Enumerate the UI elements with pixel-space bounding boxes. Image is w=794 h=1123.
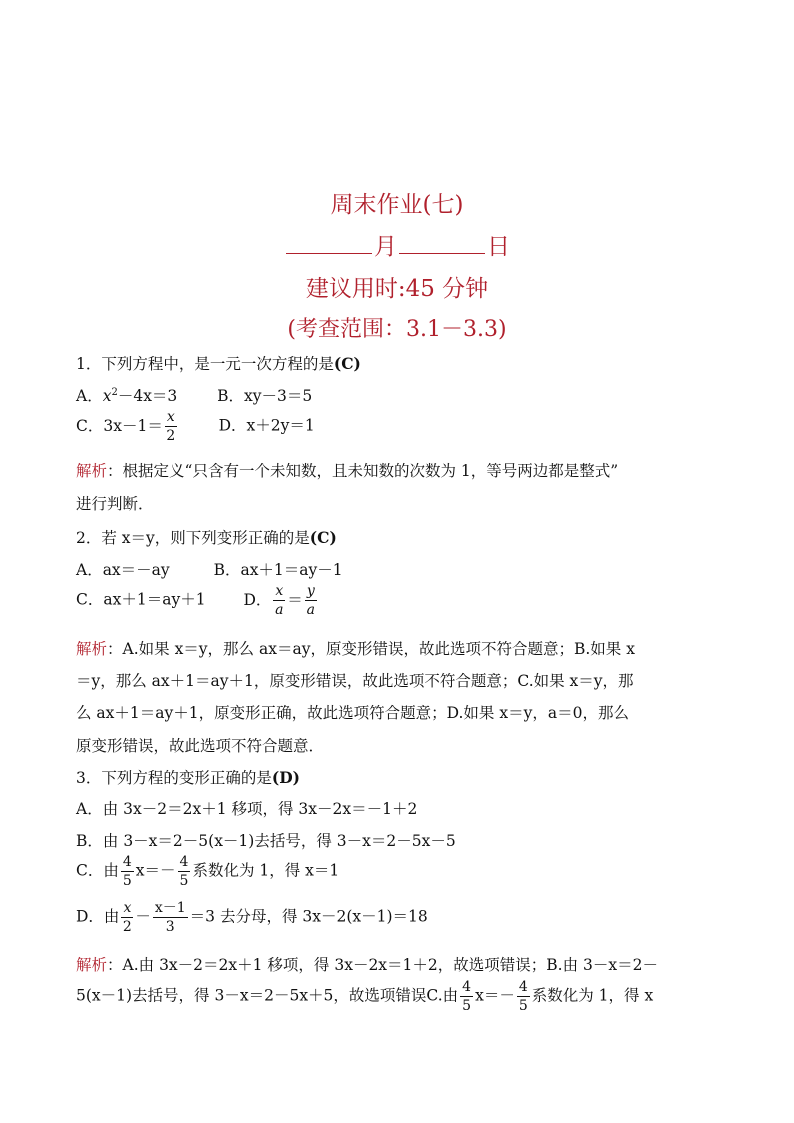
q3-d-prefix: D．由 xyxy=(76,907,120,926)
q3-option-b: B．由 3－x＝2－5(x－1)去括号，得 3－x＝2－5x－5 xyxy=(76,832,456,850)
q1-answer: (C) xyxy=(333,354,361,373)
q2-d-eq: ＝ xyxy=(287,590,303,609)
q2-d-prefix: D． xyxy=(243,590,272,609)
q1-analysis-line1 xyxy=(76,459,618,481)
q1-stem xyxy=(76,352,361,374)
q3-analysis-mid: x＝－ xyxy=(475,986,515,1005)
q3-analysis-den2: 5 xyxy=(518,998,528,1014)
q3-option-c xyxy=(76,855,339,888)
q3-c-den2: 5 xyxy=(179,873,189,889)
q2-analysis-line1 xyxy=(76,637,635,659)
q3-c-num2: 4 xyxy=(179,854,189,870)
q3-d-num2: x－1 xyxy=(154,900,186,916)
q1-a-prefix: A． xyxy=(76,387,103,405)
q3-analysis-post: 系数化为 1，得 x xyxy=(531,986,654,1005)
q3-analysis-line1 xyxy=(76,953,658,975)
q2-stem xyxy=(76,526,337,548)
q2-analysis-line4: 原变形错误，故此选项不符合题意． xyxy=(76,737,325,755)
q2-d-frac2 xyxy=(305,584,317,617)
q3-c-frac2 xyxy=(178,855,191,888)
q1-option-a: A．$x^2-4x=3$ xyxy=(76,386,178,405)
q3-c-mid: x＝－ xyxy=(135,861,176,880)
q1-option-c xyxy=(76,409,179,444)
q1-analysis-label: 解析 xyxy=(76,462,108,480)
q1-analysis-line2: 进行判断． xyxy=(76,495,154,513)
q1-a-rest: －4x＝3 xyxy=(117,387,178,405)
q3-d-post: ＝3 去分母，得 3x－2(x－1)＝18 xyxy=(189,907,428,926)
q2-option-a: A．ax＝－ay xyxy=(76,561,170,579)
page-title: 周末作业(七) xyxy=(330,192,464,218)
q2-d-den2: a xyxy=(306,602,315,618)
q3-analysis-label: 解析 xyxy=(76,956,108,974)
scope: (考查范围：3.1－3.3) xyxy=(287,317,507,342)
q2-d-den1: a xyxy=(275,602,284,618)
q1-c-num: x xyxy=(166,409,175,425)
q1-options-cd xyxy=(76,410,315,443)
q3-d-den2: 3 xyxy=(165,919,175,935)
q3-d-minus: － xyxy=(135,907,151,926)
month-label: 月 xyxy=(374,234,397,260)
q3-analysis-text1: ：A.由 3x－2＝2x＋1 移项，得 3x－2x＝1＋2，故选项错误；B.由 3－x＝2－ xyxy=(107,956,658,974)
q1-stem-text: 1．下列方程中，是一元一次方程的是 xyxy=(76,355,334,373)
q1-options-ab xyxy=(76,384,312,406)
q2-analysis-line2: ＝y，那么 ax＋1＝ay＋1，原变形错误，故此选项不符合题意；C.如果 x＝y，那 xyxy=(76,672,634,690)
q3-option-a: A．由 3x－2＝2x＋1 移项，得 3x－2x＝－1＋2 xyxy=(76,800,418,818)
day-label: 日 xyxy=(487,234,510,260)
q3-analysis-line2 xyxy=(76,980,653,1013)
q2-d-frac1 xyxy=(273,584,285,617)
q2-analysis-label: 解析 xyxy=(76,640,108,658)
q3-analysis-num2: 4 xyxy=(518,979,528,995)
q2-options-cd xyxy=(76,584,319,617)
q1-a-var: x xyxy=(102,387,112,405)
q1-c-fraction xyxy=(165,410,177,443)
q1-c-den: 2 xyxy=(166,428,176,444)
q3-d-frac2 xyxy=(153,901,188,934)
q3-d-num1: x xyxy=(123,900,132,916)
q3-stem-text: 3．下列方程的变形正确的是 xyxy=(76,769,272,787)
q3-stem xyxy=(76,766,300,788)
q1-option-b: B．xy－3＝5 xyxy=(217,387,313,405)
q3-d-frac1 xyxy=(121,901,133,934)
q3-analysis-frac2 xyxy=(517,980,530,1013)
q1-c-prefix: C．3x－1＝ xyxy=(76,416,163,435)
q3-analysis-num1: 4 xyxy=(462,979,472,995)
q2-option-c: C．ax＋1＝ay＋1 xyxy=(76,590,206,609)
q3-c-num1: 4 xyxy=(122,854,132,870)
q3-c-frac1 xyxy=(121,855,134,888)
q2-options-ab xyxy=(76,558,343,580)
q3-analysis-frac1 xyxy=(460,980,473,1013)
q3-c-post: 系数化为 1，得 x＝1 xyxy=(192,861,340,880)
q1-analysis-text1: ：根据定义“只含有一个未知数，且未知数的次数为 1，等号两边都是整式” xyxy=(107,462,619,480)
day-blank[interactable] xyxy=(399,235,485,254)
q2-stem-text: 2．若 x＝y，则下列变形正确的是 xyxy=(76,529,310,547)
q1-option-d: D．x＋2y＝1 xyxy=(218,416,315,435)
q3-option-d xyxy=(76,901,428,934)
time-advice: 建议用时:45 分钟 xyxy=(305,276,489,302)
q2-d-num2: y xyxy=(306,583,315,599)
q3-answer: (D) xyxy=(271,768,300,787)
q3-c-prefix: C．由 xyxy=(76,861,119,880)
q2-analysis-text1: ：A.如果 x＝y，那么 ax＝ay，原变形错误，故此选项不符合题意；B.如果 x xyxy=(107,640,635,658)
q2-d-num1: x xyxy=(275,583,284,599)
q2-option-d xyxy=(243,583,318,618)
q2-answer: (C) xyxy=(309,528,337,547)
q3-analysis-den1: 5 xyxy=(462,998,472,1014)
q3-c-den1: 5 xyxy=(122,873,132,889)
q2-option-b: B．ax＋1＝ay－1 xyxy=(213,561,343,579)
q2-analysis-line3: 么 ax＋1＝ay＋1，原变形正确，故此选项符合题意；D.如果 x＝y，a＝0，那么 xyxy=(76,704,629,722)
q3-d-den1: 2 xyxy=(122,919,132,935)
date-line xyxy=(0,228,794,261)
month-blank[interactable] xyxy=(286,235,372,254)
q3-analysis-pre: 5(x－1)去括号，得 3－x＝2－5x＋5，故选项错误C.由 xyxy=(76,986,459,1005)
